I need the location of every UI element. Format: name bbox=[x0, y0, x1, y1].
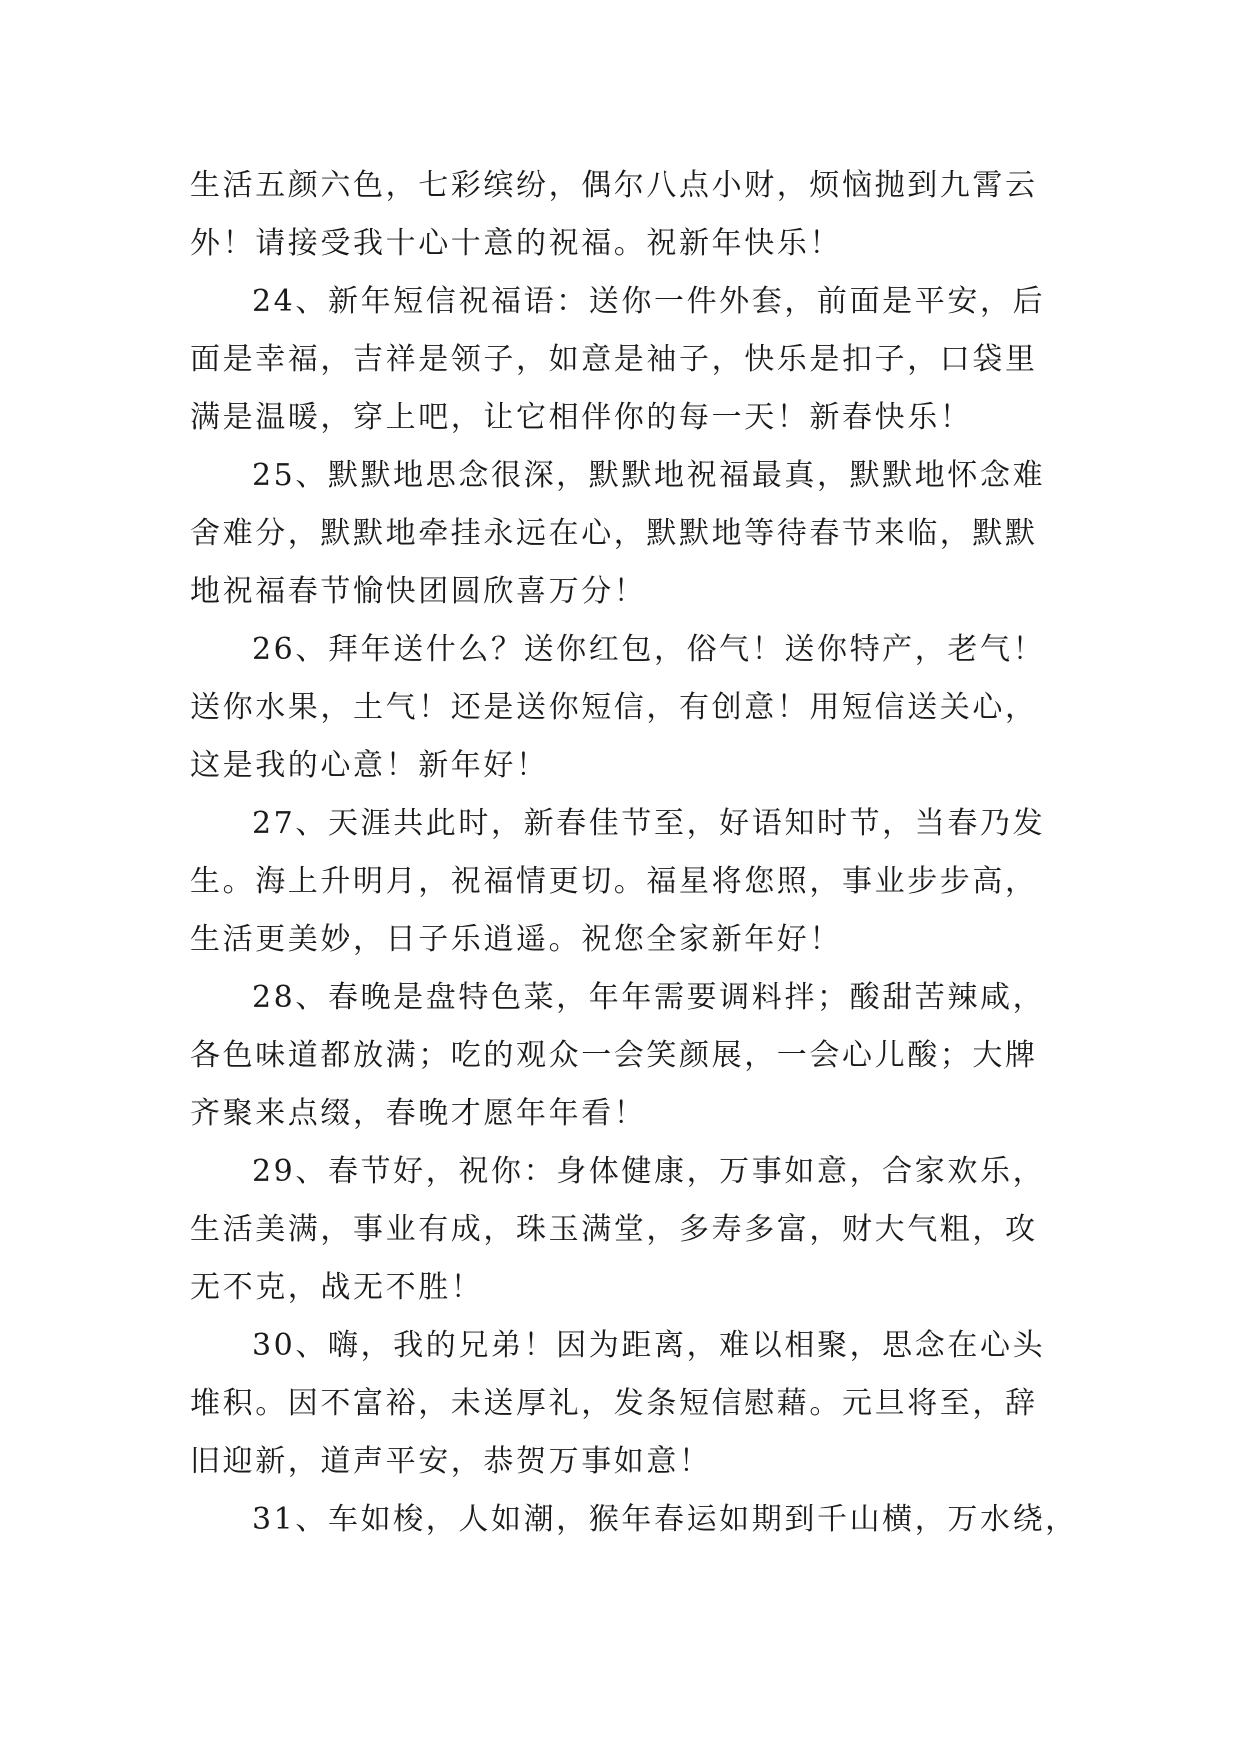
text-line: 这是我的心意！新年好！ bbox=[190, 748, 549, 783]
text-line: 生活五颜六色，七彩缤纷，偶尔八点小财，烦恼抛到九霄云 bbox=[190, 168, 1038, 203]
paragraph-start-24: 24、新年短信祝福语：送你一件外套，前面是平安，后 bbox=[252, 284, 1046, 319]
text-line: 地祝福春节愉快团圆欣喜万分！ bbox=[190, 574, 647, 609]
text-line: 旧迎新，道声平安，恭贺万事如意！ bbox=[190, 1444, 712, 1479]
text-line: 面是幸福，吉祥是领子，如意是袖子，快乐是扣子，口袋里 bbox=[190, 342, 1038, 377]
paragraph-start-27: 27、天涯共此时，新春佳节至，好语知时节，当春乃发 bbox=[252, 806, 1046, 841]
text-line: 生活更美妙，日子乐逍遥。祝您全家新年好！ bbox=[190, 922, 842, 957]
text-line: 满是温暖，穿上吧，让它相伴你的每一天！新春快乐！ bbox=[190, 400, 973, 435]
paragraph-start-31: 31、车如梭，人如潮，猴年春运如期到千山横，万水绕， bbox=[252, 1502, 1078, 1537]
text-line: 生活美满，事业有成，珠玉满堂，多寿多富，财大气粗，攻 bbox=[190, 1212, 1038, 1247]
paragraph-start-28: 28、春晚是盘特色菜，年年需要调料拌；酸甜苦辣咸， bbox=[252, 980, 1046, 1015]
text-line: 齐聚来点缀，春晚才愿年年看！ bbox=[190, 1096, 647, 1131]
text-line: 生。海上升明月，祝福情更切。福星将您照，事业步步高， bbox=[190, 864, 1038, 899]
text-line: 无不克，战无不胜！ bbox=[190, 1270, 484, 1305]
text-line: 各色味道都放满；吃的观众一会笑颜展，一会心儿酸；大牌 bbox=[190, 1038, 1038, 1073]
paragraph-start-29: 29、春节好，祝你：身体健康，万事如意，合家欢乐， bbox=[252, 1154, 1046, 1189]
paragraph-start-25: 25、默默地思念很深，默默地祝福最真，默默地怀念难 bbox=[252, 458, 1046, 493]
paragraph-start-30: 30、嗨，我的兄弟！因为距离，难以相聚，思念在心头 bbox=[252, 1328, 1046, 1363]
paragraph-start-26: 26、拜年送什么？送你红包，俗气！送你特产，老气！ bbox=[252, 632, 1046, 667]
text-line: 舍难分，默默地牵挂永远在心，默默地等待春节来临，默默 bbox=[190, 516, 1038, 551]
text-line: 外！请接受我十心十意的祝福。祝新年快乐！ bbox=[190, 226, 842, 261]
text-line: 堆积。因不富裕，未送厚礼，发条短信慰藉。元旦将至，辞 bbox=[190, 1386, 1038, 1421]
text-line: 送你水果，土气！还是送你短信，有创意！用短信送关心， bbox=[190, 690, 1038, 725]
